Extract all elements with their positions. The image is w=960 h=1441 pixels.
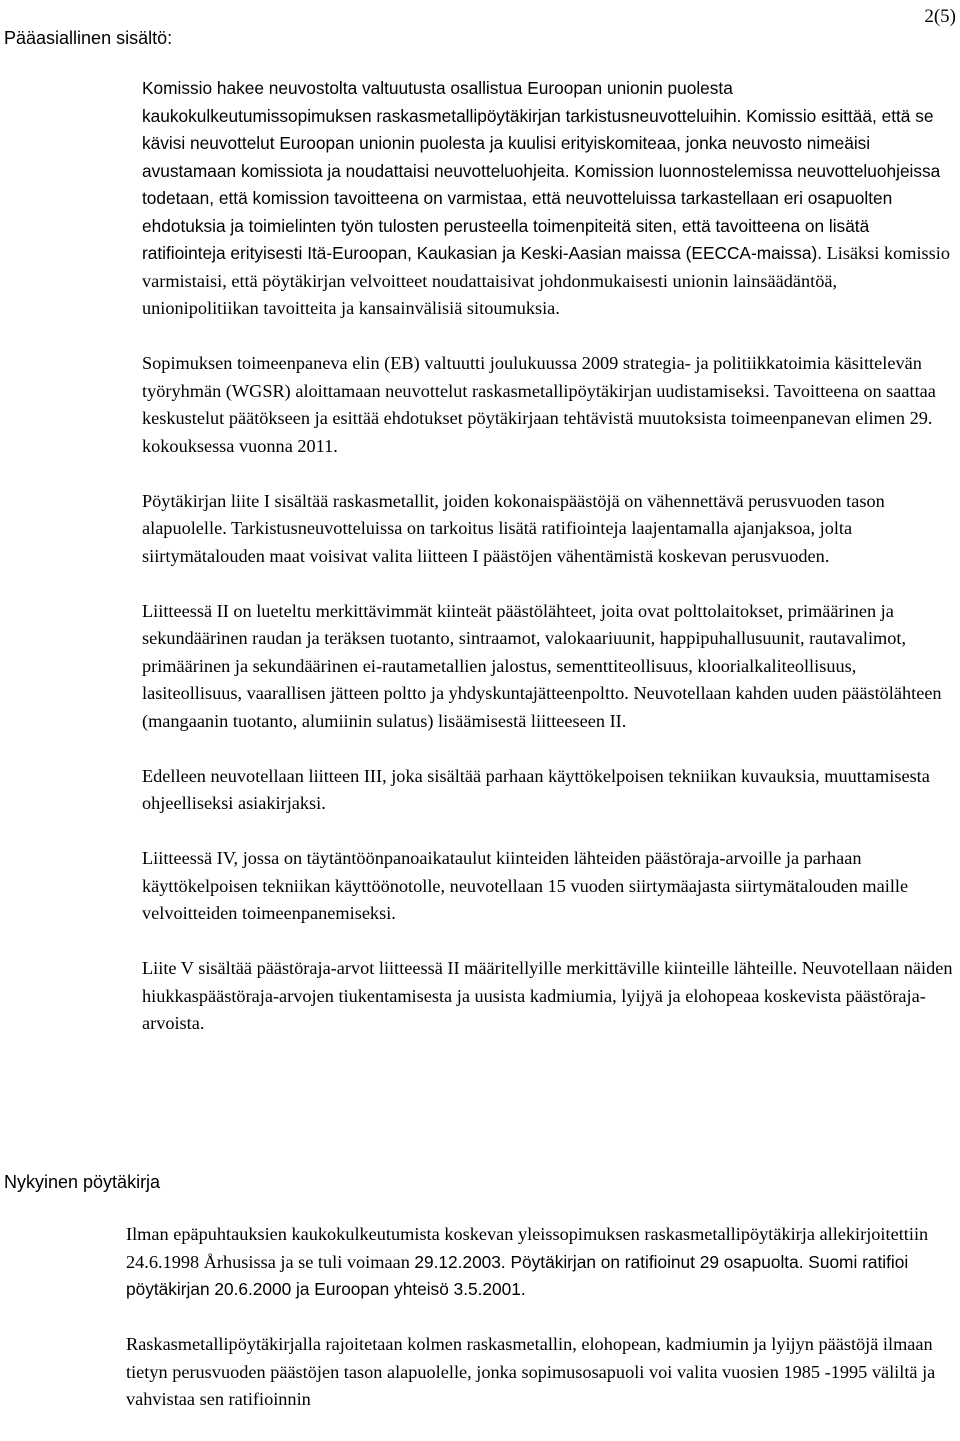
paragraph: Liitteessä IV, jossa on täytäntöönpanoaikataulut kiinteiden lähteiden päästöraja-arvoille ja parhaan käyttökelpoisen tekniikan käyttöönotolle, neuvotellaan 15 vuoden siirtymäajasta siirtymätalouden maille velvoitteiden toimeenpanemiseksi.	[142, 848, 909, 923]
paragraph: Liitteessä II on lueteltu merkittävimmät kiinteät päästölähteet, joita ovat polttolaitokset, primäärinen ja sekundäärinen raudan ja teräksen tuotanto, sintraamot, valokaariuunit, happipuhallusuunit, rautavalimot, primäärinen ja sekundäärinen ei-rautametallien jalostus, sementtiteollisuus, kloorialkaliteollisuus, lasiteollisuus, vaarallisen jätteen poltto ja yhdyskuntajätteenpoltto. Neuvotellaan kahden uuden päästölähteen (mangaanin tuotanto, alumiinin sulatus) lisäämisestä liitteeseen II.	[142, 600, 942, 731]
paragraph: Raskasmetallipöytäkirjalla rajoitetaan kolmen raskasmetallin, elohopean, kadmiumin ja lyijyn päästöjä ilmaan tietyn perusvuoden päästöjen tason alapuolelle, jonka sopimusosapuoli voi valita vuosien 1985 -1995 väliltä ja vahvistaa sen ratifioinnin	[126, 1334, 936, 1409]
paragraph-text: Ilman epäpuhtauksien kaukokulkeutumista koskevan yleissopimuksen raskasmetallipöytäkirja allekirjoitettiin 24.6.1998 Århusissa ja se tuli voimaan	[126, 1224, 929, 1272]
paragraph: Pöytäkirjan liite I sisältää raskasmetallit, joiden kokonaispäästöjä on vähennettävä perusvuoden tason alapuolelle. Tarkistusneuvotteluissa on tarkoitus lisätä ratifiointeja laajentamalla ajanjaksoa, jolta siirtymätalouden maat voisivat valita liitteen I päästöjen vähentämistä koskevan perusvuoden.	[142, 490, 885, 566]
paragraph-text: Lisäksi komissio varmistaisi, että pöytäkirjan velvoitteet noudattaisivat johdonmukaisesti unionin lainsäädäntöä, unionipolitiikan tavoitteita ja kansainvälisiä sitoumuksia.	[142, 243, 950, 318]
paragraph	[142, 75, 956, 323]
paragraph: Sopimuksen toimeenpaneva elin (EB) valtuutti joulukuussa 2009 strategia- ja politiikkatoimia käsittelevän työryhmän (WGSR) aloittamaan neuvottelut raskasmetallipöytäkirjan uudistamiseksi. Tavoitteena on saattaa keskustelut päätökseen ja esittää ehdotukset pöytäkirjaan tehtävistä muutoksista toimeenpanevan elimen 29. kokouksessa vuonna 2011.	[142, 353, 936, 456]
paragraph: Edelleen neuvotellaan liitteen III, joka sisältää parhaan käyttökelpoisen tekniikan kuvauksia, muuttamisesta ohjeelliseksi asiakirjaksi.	[142, 765, 930, 813]
page-number: 2(5)	[924, 6, 956, 27]
section-label-main-content: Pääasiallinen sisältö:	[4, 28, 173, 48]
paragraph-text-sans: 29.12.2003. Pöytäkirjan on ratifioinut 29 osapuolta. Suomi ratifioi pöytäkirjan 20.6.2000 ja Euroopan yhteisö 3.5.2001.	[126, 1251, 909, 1299]
paragraph: Liite V sisältää päästöraja-arvot liitteessä II määritellyille merkittäville kiinteille lähteille. Neuvotellaan näiden hiukkaspäästöraja-arvojen tiukentamisesta ja uusista kadmiumia, lyijyä ja elohopeaa koskevista päästöraja-arvoista.	[142, 958, 953, 1033]
section-label-current-protocol: Nykyinen pöytäkirja	[4, 1172, 161, 1192]
paragraph-text-sans: Komissio hakee neuvostolta valtuutusta osallistua Euroopan unionin puolesta kaukokulkeutumissopimuksen raskasmetallipöytäkirjan tarkistusneuvotteluihin. Komissio esittää, että se kävisi neuvottelut Euroopan unionin puolesta ja kuulisi erityiskomiteaa, jonka neuvosto nimeäisi avustamaan komissiota ja noudattaisi neuvotteluohjeita. Komission luonnostelemissa neuvotteluohjeissa todetaan, että komission tavoitteena on varmistaa, että neuvotteluissa tarkastellaan eri osapuolten ehdotuksia ja toimielinten työn tulosten perusteella toimenpiteitä siten, että tavoitteena on lisätä ratifiointeja erityisesti Itä-Euroopan, Kaukasian ja Keski-Aasian maissa (EECCA-maissa).	[142, 78, 941, 263]
paragraph	[126, 1221, 956, 1304]
main-content-section	[142, 75, 956, 1065]
current-protocol-section	[126, 1221, 956, 1441]
